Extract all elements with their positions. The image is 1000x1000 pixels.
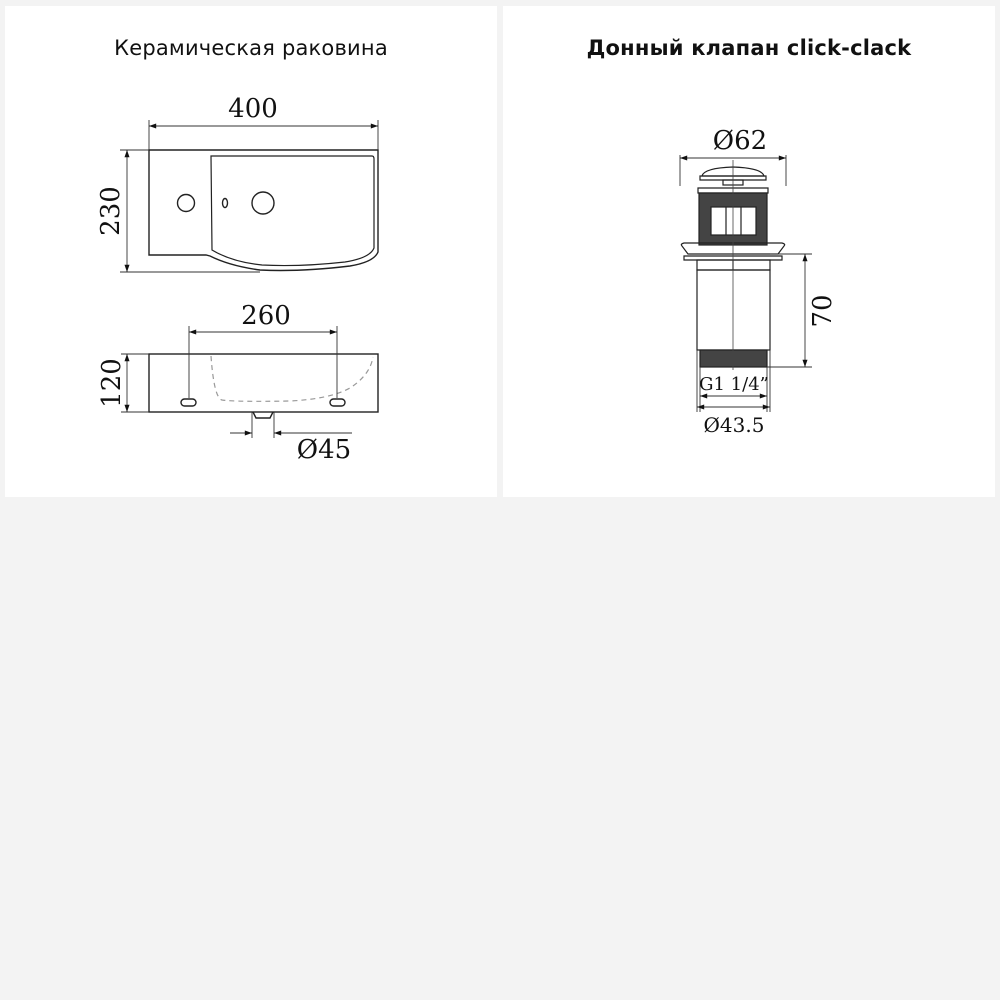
sink-side-outline <box>149 354 378 412</box>
sink-card <box>5 6 497 497</box>
valve-drawing <box>503 6 995 497</box>
dim-thread: G1 1/4” <box>699 374 769 395</box>
dim-depth-230: 230 <box>96 186 126 236</box>
dim-cap-diameter: Ø62 <box>712 126 768 156</box>
sink-bowl-outline <box>211 156 374 266</box>
valve-title: Донный клапан click-clack <box>586 36 912 60</box>
dim-width-400: 400 <box>228 94 278 124</box>
overflow-hole <box>223 199 228 208</box>
drain-hole <box>252 192 274 214</box>
dim-tap-span-260: 260 <box>241 301 291 331</box>
bowl-hidden-line <box>211 356 373 401</box>
tap-hole <box>178 195 195 212</box>
dim-body-length-70: 70 <box>808 294 838 328</box>
valve-card <box>503 6 995 497</box>
sink-top-outline <box>149 150 378 271</box>
dim-outer-diameter: Ø43.5 <box>703 413 765 437</box>
valve-body <box>697 270 770 350</box>
dim-drain-diameter: Ø45 <box>296 435 352 465</box>
dim-height-120: 120 <box>97 358 127 408</box>
sink-drawing <box>5 6 497 497</box>
sink-title: Керамическая раковина <box>114 36 388 60</box>
